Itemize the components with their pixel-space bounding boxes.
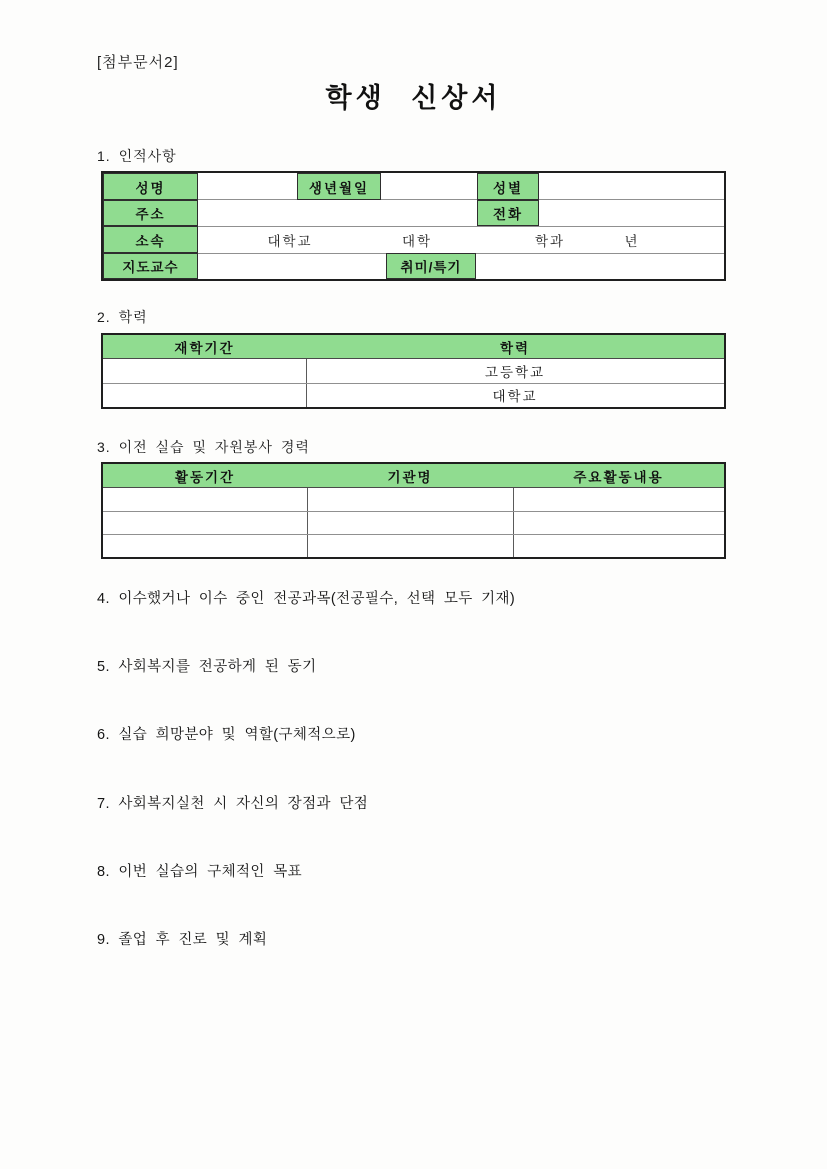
table1-row-name [103, 173, 724, 200]
table3-empty-row [103, 534, 724, 557]
item-9-career-plan: 9. 졸업 후 진로 및 계획 [97, 932, 268, 948]
item-4-major-courses: 4. 이수했거나 이수 중인 전공과목(전공필수, 선택 모두 기재) [97, 591, 516, 607]
college-placeholder: 대학 [401, 233, 433, 249]
highschool-period-cell [103, 358, 306, 383]
gender-value-cell [539, 173, 724, 200]
section-3-heading: 3. 이전 실습 및 자원봉사 경력 [97, 439, 310, 455]
table2-header-row [103, 335, 724, 358]
table2-row-university [103, 383, 724, 407]
department-placeholder: 학과 [534, 233, 566, 249]
item-6-desired-field: 6. 실습 희망분야 및 역할(구체적으로) [97, 727, 356, 743]
table3-empty-row [103, 487, 724, 511]
university-placeholder: 대학교 [267, 233, 313, 249]
gender-label-cell: 성별 [477, 173, 539, 200]
table2-row-highschool [103, 358, 724, 383]
table1-row-address [103, 200, 724, 226]
highschool-cell: 고등학교 [484, 364, 546, 380]
section-1-heading: 1. 인적사항 [97, 148, 177, 164]
organization-header: 기관명 [387, 469, 433, 485]
main-activity-header: 주요활동내용 [573, 469, 664, 485]
year-placeholder: 년 [624, 233, 640, 249]
hobby-value-cell [476, 253, 724, 279]
hobby-label-cell: 취미/특기 [386, 253, 476, 279]
name-value-cell [198, 173, 297, 200]
item-8-practicum-goals: 8. 이번 실습의 구체적인 목표 [97, 864, 303, 880]
phone-label-cell: 전화 [477, 200, 539, 226]
document-title: 학생 신상서 [325, 83, 502, 113]
affiliation-value-cell [198, 226, 724, 253]
item-7-strengths-weaknesses: 7. 사회복지실천 시 자신의 장점과 단점 [97, 796, 369, 812]
education-table [101, 333, 726, 409]
advisor-value-cell [198, 253, 386, 279]
education-header: 학력 [499, 340, 531, 356]
name-label-cell: 성명 [103, 173, 198, 200]
activity-period-header: 활동기간 [174, 469, 236, 485]
enrollment-period-header: 재학기간 [174, 340, 235, 356]
phone-value-cell [539, 200, 724, 226]
address-value-cell [198, 200, 477, 226]
table1-row-advisor [103, 253, 724, 279]
item-5-motivation: 5. 사회복지를 전공하게 된 동기 [97, 659, 317, 675]
attachment-tag: [첨부문서2] [97, 54, 179, 71]
university-cell: 대학교 [492, 389, 538, 404]
table3-empty-row [103, 511, 724, 534]
table3-header-row [103, 464, 724, 487]
university-period-cell [103, 383, 306, 407]
advisor-label-cell: 지도교수 [103, 253, 198, 279]
birthdate-label-cell: 생년월일 [297, 173, 381, 200]
experience-table [101, 462, 726, 559]
affiliation-label-cell: 소속 [103, 226, 198, 253]
birthdate-value-cell [381, 173, 477, 200]
section-2-heading: 2. 학력 [97, 309, 148, 325]
address-label-cell: 주소 [103, 200, 198, 226]
table1-row-affiliation [103, 226, 724, 253]
personal-info-table [101, 171, 726, 281]
